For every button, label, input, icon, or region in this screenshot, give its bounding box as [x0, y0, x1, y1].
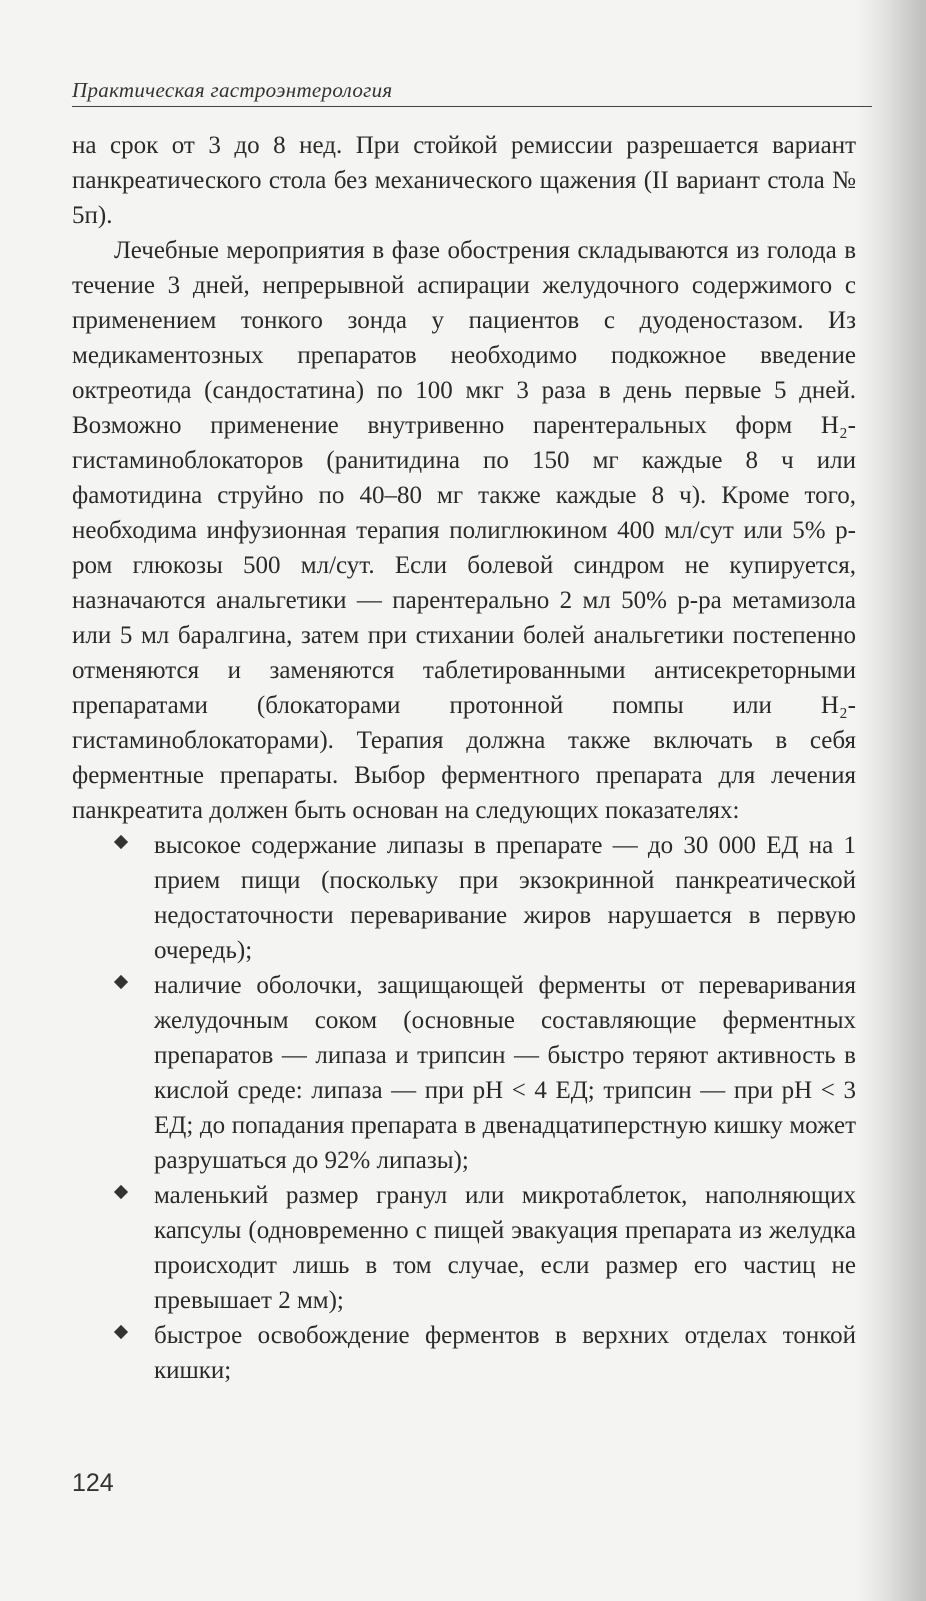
list-item: [154, 828, 856, 968]
list-item: [154, 1178, 856, 1318]
paragraph-continuation: на срок от 3 до 8 нед. При стойкой ремиссии разрешается вариант панкреатического стола без механического щажения (II вариант стола № 5п).: [72, 132, 856, 229]
diamond-bullet-icon: [114, 1185, 128, 1199]
diamond-bullet-icon: [114, 1325, 128, 1339]
list-item-text: высокое содержание липазы в препарате — до 30 000 ЕД на 1 прием пищи (поскольку при экзокринной панкреатической недостаточности переваривание жиров нарушается в первую очередь);: [154, 832, 856, 964]
paragraph-treatment: Лечебные мероприятия в фазе обострения складываются из голода в течение 3 дней, непрерывной аспирации желудочного содержимого с применением тонкого зонда у пациентов с дуоденостазом. Из медикаментозных препаратов необходимо подкожное введение октреотида (сандостатина) по 100 мкг 3 раза в день первые 5 дней. Возможно применение внутривенно парентеральных форм H₂-гистаминоблокаторов (ранитидина по 150 мг каждые 8 ч или фамотидина струйно по 40–80 мг также каждые 8 ч). Кроме того, необходима инфузионная терапия полиглюкином 400 мл/сут или 5% р-ром глюкозы 500 мл/сут. Если болевой синдром не купируется, назначаются анальгетики — парентерально 2 мл 50% р-ра метамизола или 5 мл баралгина, затем при стихании болей анальгетики постепенно отменяются и заменяются таблетированными антисекреторными препаратами (блокаторами протонной помпы или H₂-гистаминоблокаторами). Терапия должна также включать в себя ферментные препараты. Выбор ферментного препарата для лечения панкреатита должен быть основан на следующих показателях:: [72, 237, 856, 824]
page-edge-shadow: [856, 0, 926, 1601]
list-item-text: наличие оболочки, защищающей ферменты от переваривания желудочным соком (основные составляющие ферментных препаратов — липаза и трипсин — быстро теряют активность в кислой среде: липаза — при pH < 4 ЕД; трипсин — при pH < 3 ЕД; до попадания препарата в двенадцатиперстную кишку может разрушаться до 92% липазы);: [154, 972, 856, 1174]
list-item-text: быстрое освобождение ферментов в верхних отделах тонкой кишки;: [154, 1322, 856, 1384]
body-text: [72, 128, 856, 1388]
list-item: [154, 1318, 856, 1388]
list-item-text: маленький размер гранул или микротаблеток, наполняющих капсулы (одновременно с пищей эвакуация препарата из желудка происходит лишь в том случае, если размер его частиц не превышает 2 мм);: [154, 1182, 856, 1314]
diamond-bullet-icon: [114, 975, 128, 989]
list-item: [154, 968, 856, 1178]
criteria-list: [72, 828, 856, 1388]
running-head: Практическая гастроэнтерология: [72, 78, 393, 102]
header-rule: [72, 106, 872, 107]
diamond-bullet-icon: [114, 835, 128, 849]
page-number: 124: [72, 1469, 114, 1497]
